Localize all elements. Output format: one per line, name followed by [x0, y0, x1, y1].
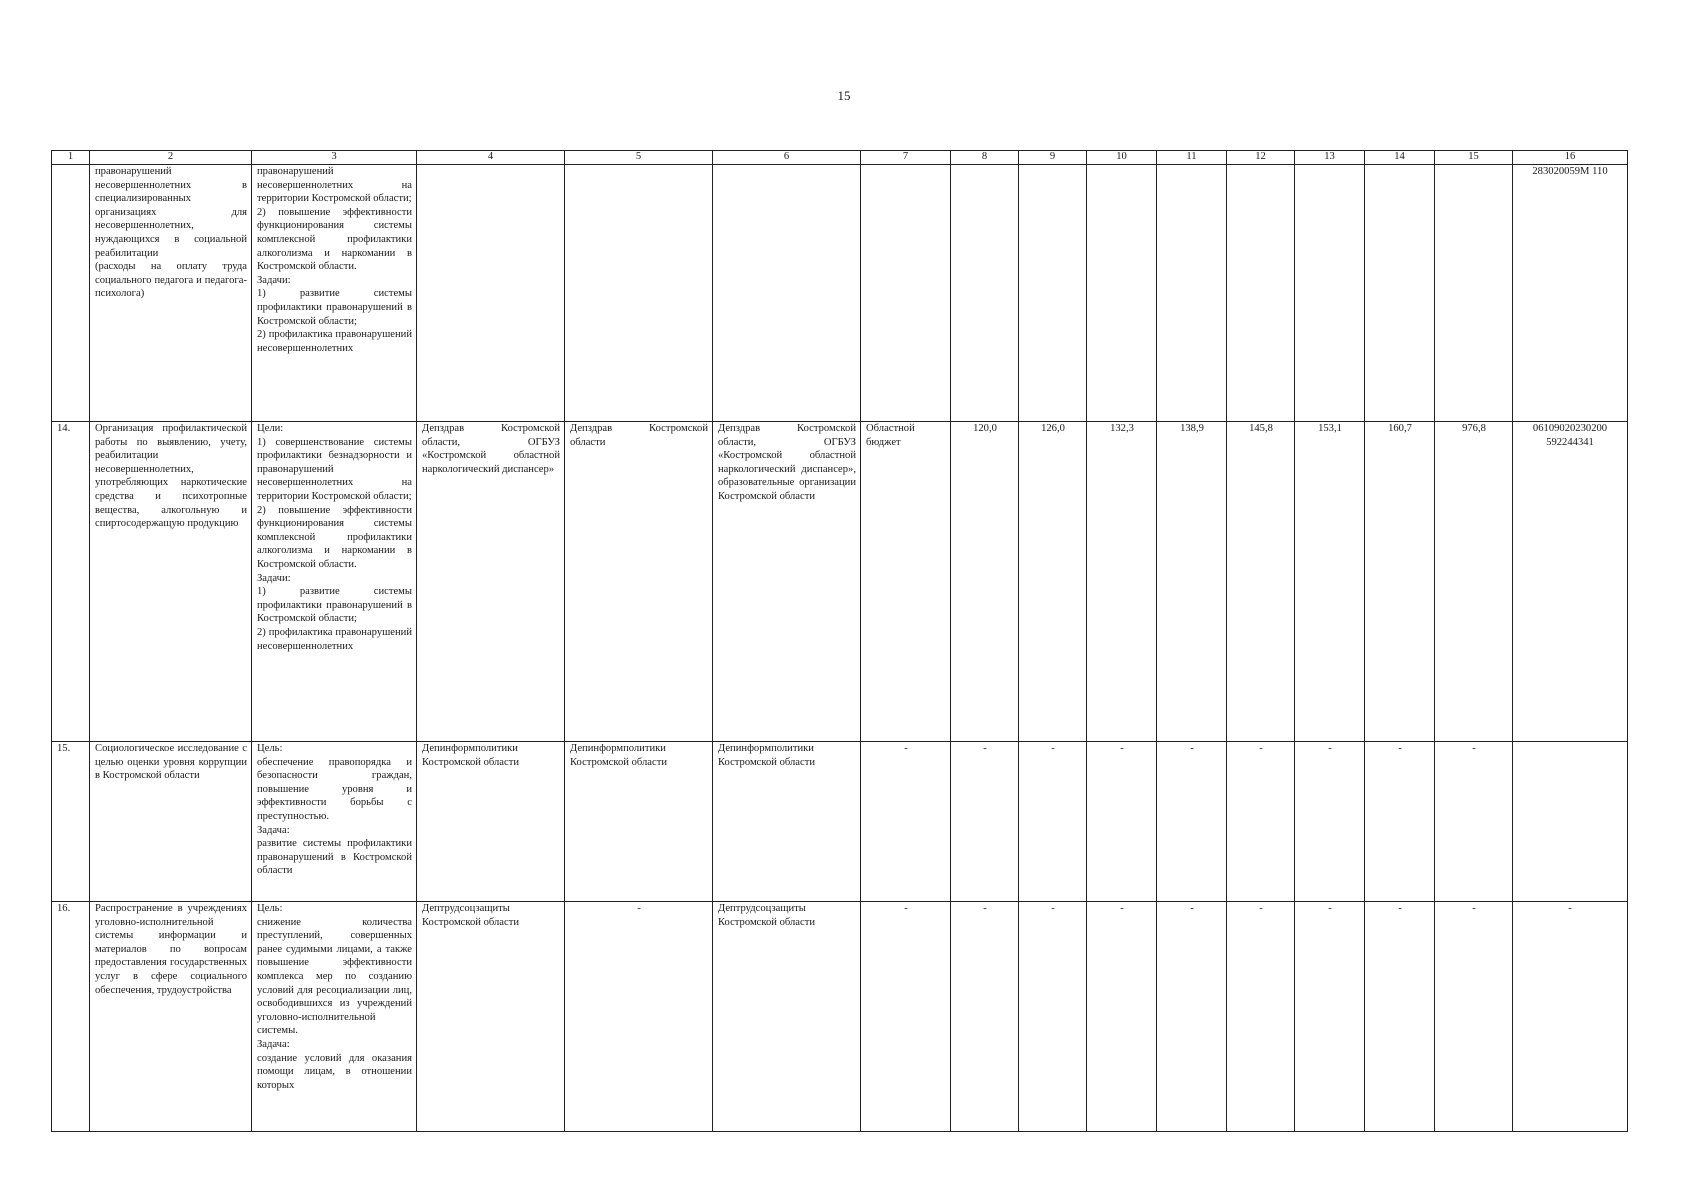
goals-tasks-cell: Цель: обеспечение правопорядка и безопасности граждан, повышение уровня и эффективности борьбы с преступностью. Задача: развитие системы профилактики правонарушений в Костромской области: [252, 742, 417, 902]
value-cell: -: [1295, 742, 1365, 902]
value-cell: [1019, 165, 1087, 422]
value-cell: 145,8: [1227, 422, 1295, 742]
column-header: 10: [1087, 151, 1157, 165]
participants-cell: Депздрав Костромской области, ОГБУЗ «Костромской областной наркологический диспансер», образовательные организации Костромской области: [713, 422, 861, 742]
value-cell: [1227, 165, 1295, 422]
executor-cell: Депинформполитики Костромской области: [417, 742, 565, 902]
row-number-cell: [52, 165, 90, 422]
funding-source-cell: [861, 165, 951, 422]
column-header: 16: [1513, 151, 1628, 165]
budget-code-cell: 283020059М 110: [1513, 165, 1628, 422]
column-number-row: [52, 151, 1628, 165]
value-cell: -: [1227, 902, 1295, 1132]
column-header: 11: [1157, 151, 1227, 165]
executor-cell: Депздрав Костромской области, ОГБУЗ «Костромской областной наркологический диспансер»: [417, 422, 565, 742]
row-number-cell: 16.: [52, 902, 90, 1132]
value-cell: [1365, 165, 1435, 422]
participants-cell: Депинформполитики Костромской области: [713, 742, 861, 902]
value-cell: -: [1019, 902, 1087, 1132]
value-cell: -: [1227, 742, 1295, 902]
column-header: 4: [417, 151, 565, 165]
budget-code-cell: -: [1513, 902, 1628, 1132]
measure-name-cell: Распространение в учреждениях уголовно-исполнительной системы информации и материалов по вопросам предоставления государственных услуг в сфере социального обеспечения, трудоустройства: [90, 902, 252, 1132]
value-cell: -: [1087, 902, 1157, 1132]
goals-tasks-cell: Цели: 1) совершенствование системы профилактики безнадзорности и правонарушений несовершеннолетних на территории Костромской области; 2) повышение эффективности функционирования системы комплексной профилактики алкоголизма и наркомании в Костромской области. Задачи: 1) развитие системы профилактики правонарушений в Костромской области; 2) профилактика правонарушений несовершеннолетних: [252, 422, 417, 742]
column-header: 9: [1019, 151, 1087, 165]
column-header: 6: [713, 151, 861, 165]
value-cell: -: [1157, 902, 1227, 1132]
column-header: 13: [1295, 151, 1365, 165]
funding-source-cell: Областной бюджет: [861, 422, 951, 742]
column-header: 14: [1365, 151, 1435, 165]
value-cell: 120,0: [951, 422, 1019, 742]
total-cell: -: [1435, 902, 1513, 1132]
column-header: 1: [52, 151, 90, 165]
value-cell: [1295, 165, 1365, 422]
column-header: 7: [861, 151, 951, 165]
value-cell: -: [1157, 742, 1227, 902]
goals-tasks-cell: правонарушений несовершеннолетних на территории Костромской области; 2) повышение эффективности функционирования системы комплексной профилактики алкоголизма и наркомании в Костромской области. Задачи: 1) развитие системы профилактики правонарушений в Костромской области; 2) профилактика правонарушений несовершеннолетних: [252, 165, 417, 422]
participants-cell: Дептрудсоцзащиты Костромской области: [713, 902, 861, 1132]
value-cell: 160,7: [1365, 422, 1435, 742]
budget-code-cell: 06109020230200 592244341: [1513, 422, 1628, 742]
value-cell: [1087, 165, 1157, 422]
executor-cell: [417, 165, 565, 422]
value-cell: [1157, 165, 1227, 422]
row-number-cell: 14.: [52, 422, 90, 742]
budget-code-cell: [1513, 742, 1628, 902]
measure-name-cell: Организация профилактической работы по выявлению, учету, реабилитации несовершеннолетних, употребляющих наркотические средства и психотропные вещества, алкогольную и спиртосодержащую продукцию: [90, 422, 252, 742]
page-number: 15: [837, 88, 851, 103]
funding-source-cell: -: [861, 742, 951, 902]
column-header: 3: [252, 151, 417, 165]
total-cell: [1435, 165, 1513, 422]
total-cell: 976,8: [1435, 422, 1513, 742]
table-row: [52, 165, 1628, 422]
value-cell: [951, 165, 1019, 422]
value-cell: -: [1087, 742, 1157, 902]
administrator-cell: -: [565, 902, 713, 1132]
value-cell: -: [951, 902, 1019, 1132]
value-cell: -: [1365, 902, 1435, 1132]
administrator-cell: Депинформполитики Костромской области: [565, 742, 713, 902]
administrator-cell: [565, 165, 713, 422]
table-row: [52, 422, 1628, 742]
measure-name-cell: правонарушений несовершеннолетних в специализированных организациях для несовершеннолетних, нуждающихся в социальной реабилитации (расходы на оплату труда социального педагога и педагога-психолога): [90, 165, 252, 422]
program-measures-table: [51, 150, 1628, 1132]
total-cell: -: [1435, 742, 1513, 902]
column-header: 8: [951, 151, 1019, 165]
value-cell: -: [1019, 742, 1087, 902]
table-row: [52, 742, 1628, 902]
row-number-cell: 15.: [52, 742, 90, 902]
column-header: 12: [1227, 151, 1295, 165]
column-header: 2: [90, 151, 252, 165]
column-header: 15: [1435, 151, 1513, 165]
value-cell: 153,1: [1295, 422, 1365, 742]
goals-tasks-cell: Цель: снижение количества преступлений, совершенных ранее судимыми лицами, а также повышение эффективности комплекса мер по созданию условий для ресоциализации лиц, освободившихся из учреждений уголовно-исполнительной системы. Задача: создание условий для оказания помощи лицам, в отношении которых: [252, 902, 417, 1132]
value-cell: 126,0: [1019, 422, 1087, 742]
value-cell: 132,3: [1087, 422, 1157, 742]
value-cell: -: [1295, 902, 1365, 1132]
value-cell: -: [1365, 742, 1435, 902]
table-row: [52, 902, 1628, 1132]
executor-cell: Дептрудсоцзащиты Костромской области: [417, 902, 565, 1132]
administrator-cell: Депздрав Костромской области: [565, 422, 713, 742]
value-cell: -: [951, 742, 1019, 902]
measure-name-cell: Социологическое исследование с целью оценки уровня коррупции в Костромской области: [90, 742, 252, 902]
participants-cell: [713, 165, 861, 422]
funding-source-cell: -: [861, 902, 951, 1132]
column-header: 5: [565, 151, 713, 165]
value-cell: 138,9: [1157, 422, 1227, 742]
